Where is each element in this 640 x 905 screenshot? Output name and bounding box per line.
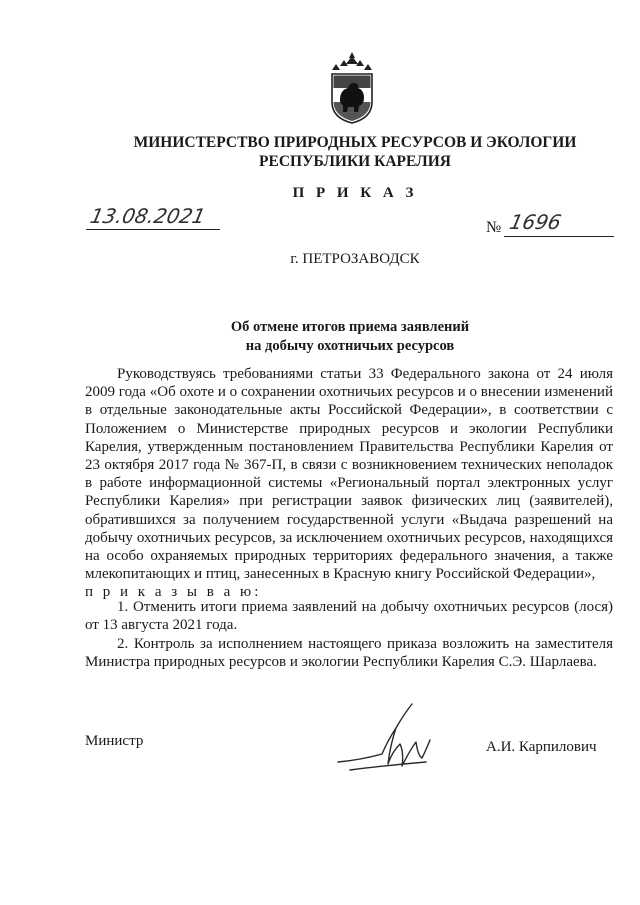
handwritten-date: 13.08.2021 <box>88 204 208 228</box>
order-item-2: 2. Контроль за исполнением настоящего приказа возложить на заместителя Министра природных ресурсов и экологии Республики Карелия С.Э. Шарлаева. <box>85 636 613 671</box>
city-name: г. ПЕТРОЗАВОДСК <box>290 251 420 267</box>
subject-line2: на добычу охотничьих ресурсов <box>245 338 455 354</box>
handwritten-number: 1696 <box>507 210 564 234</box>
signature-mark <box>330 700 440 780</box>
ministry-name-line1: МИНИСТЕРСТВО ПРИРОДНЫХ РЕСУРСОВ И ЭКОЛОГИИ <box>133 134 577 151</box>
date-underline <box>86 229 220 230</box>
document-subject <box>180 318 520 356</box>
document-type: П Р И К А З <box>292 185 418 201</box>
signatory-name: А.И. Карпилович <box>486 739 597 755</box>
order-word: п р и к а з ы в а ю: <box>85 584 262 601</box>
karelia-coat-of-arms-icon <box>328 52 376 124</box>
signatory-title: Министр <box>85 733 144 749</box>
ministry-name-line2: РЕСПУБЛИКИ КАРЕЛИЯ <box>259 153 451 170</box>
number-label: № <box>486 219 502 236</box>
order-item-1: 1. Отменить итоги приема заявлений на добычу охотничьих ресурсов (лося) от 13 августа 2021 года. <box>85 599 613 634</box>
number-underline <box>504 236 614 237</box>
preamble-paragraph <box>85 365 613 602</box>
subject-line1: Об отмене итогов приема заявлений <box>230 319 470 335</box>
ministry-name <box>100 133 610 171</box>
preamble-text: Руководствуясь требованиями статьи 33 Федерального закона от 24 июля 2009 года «Об охоте и о сохранении охотничьих ресурсов и о внесении изменений в отдельные законодательные акты Российской Федерации», в соответствии с Положением о Министерстве природных ресурсов и экологии Республики Карелия, утвержденным постановлением Правительства Республики Карелия от 23 октября 2017 года № 367-П, в связи с возникновением технических неполадок в работе информационной системы «Региональный портал электронных услуг Республики Карелия» при регистрации заявок физических лиц (заявителей), обратившихся за получением государственной услуги «Выдача разрешений на добычу охотничьих ресурсов, за исключением охотничьих ресурсов, находящихся на особо охраняемых природных территориях федерального значения, а также млекопитающих и птиц, занесенных в Красную книгу Российской Федерации», <box>85 366 613 583</box>
